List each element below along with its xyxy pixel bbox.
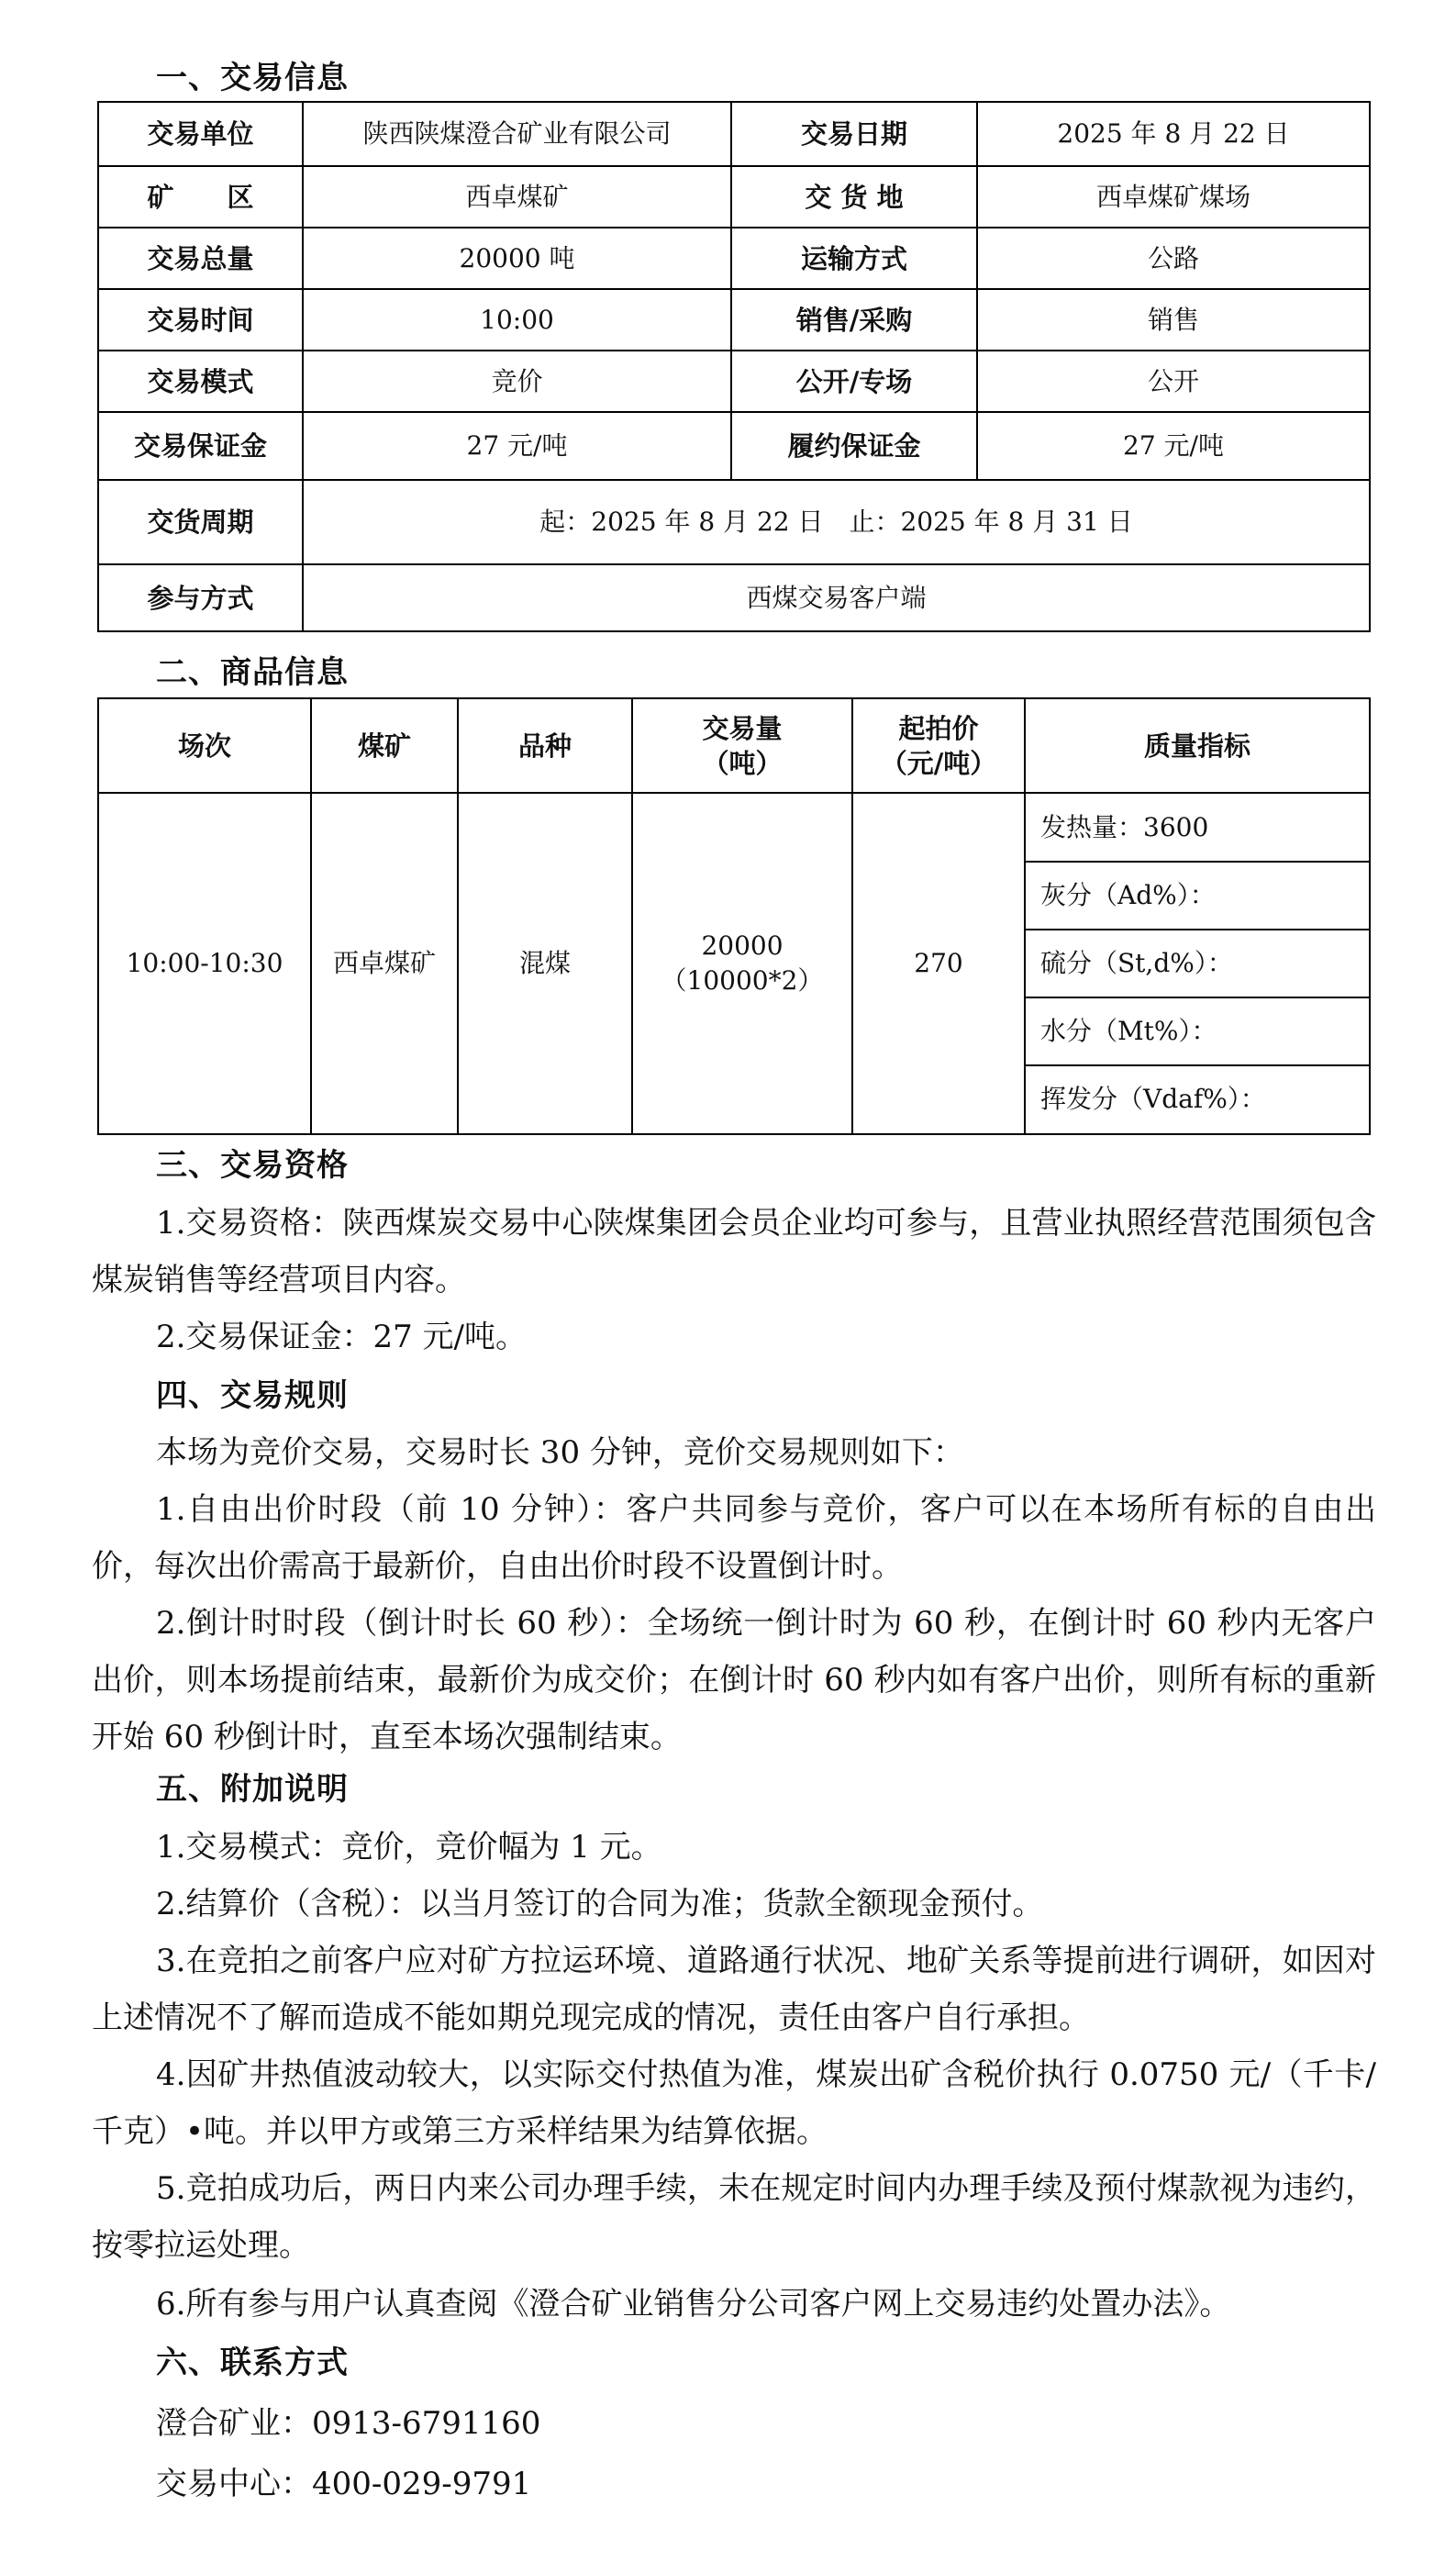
rules-paragraph-2: 2.倒计时时段（倒计时长 60 秒）：全场统一倒计时为 60 秒，在倒计时 60 秒内无客户出价，则本场提前结束，最新价为成交价；在倒计时 60 秒内如有客户出价，则所有标的重新开始 60 秒倒计时，直至本场次强制结束。 [92, 1605, 1376, 1755]
header-price [852, 698, 1025, 793]
section-title-contact: 六、联系方式 [156, 2345, 349, 2381]
performance-deposit-value: 27 元/吨 [977, 412, 1370, 480]
transport-value: 公路 [977, 228, 1370, 289]
mine-value: 西卓煤矿 [311, 793, 458, 1134]
contact-trade-center: 交易中心：400-029-9791 [156, 2466, 532, 2502]
header-volume-line1: 交易量 [702, 712, 783, 744]
section-title-rules: 四、交易规则 [156, 1377, 349, 1414]
volume-value [632, 793, 852, 1134]
quality-indicators [1025, 793, 1370, 1134]
section-title-notes: 五、附加说明 [156, 1771, 349, 1808]
volume-detail: （10000*2） [661, 965, 824, 996]
section-title-qualification: 三、交易资格 [156, 1147, 349, 1184]
trade-deposit-value: 27 元/吨 [303, 412, 731, 480]
variety-value: 混煤 [458, 793, 632, 1134]
notes-paragraph-4: 4.因矿井热值波动较大，以实际交付热值为准，煤炭出矿含税价执行 0.0750 元/（千卡/千克）•吨。并以甲方或第三方采样结果为结算依据。 [92, 2056, 1376, 2150]
header-price-line1: 起拍价 [898, 712, 979, 744]
session-value: 10:00-10:30 [98, 793, 311, 1134]
quality-heat: 发热量：3600 [1026, 795, 1369, 862]
trade-mode-value: 竞价 [303, 351, 731, 412]
header-variety: 品种 [458, 698, 632, 793]
sale-purchase-label: 销售/采购 [731, 289, 977, 351]
notes-paragraph-5: 5.竞拍成功后，两日内来公司办理手续，未在规定时间内办理手续及预付煤款视为违约，按零拉运处理。 [92, 2170, 1376, 2264]
open-special-value: 公开 [977, 351, 1370, 412]
header-mine: 煤矿 [311, 698, 458, 793]
section-title-trade-info: 一、交易信息 [156, 60, 349, 96]
contact-chenghe: 澄合矿业：0913-6791160 [156, 2405, 541, 2442]
qualification-paragraph-2: 2.交易保证金：27 元/吨。 [156, 1319, 527, 1355]
goods-table [97, 697, 1371, 1135]
trade-date-label: 交易日期 [731, 102, 977, 166]
rules-paragraph-1: 1.自由出价时段（前 10 分钟）：客户共同参与竞价，客户可以在本场所有标的自由出价，每次出价需高于最新价，自由出价时段不设置倒计时。 [92, 1491, 1376, 1585]
sale-purchase-value: 销售 [977, 289, 1370, 351]
trade-unit-label: 交易单位 [98, 102, 303, 166]
header-quality: 质量指标 [1025, 698, 1370, 793]
performance-deposit-label: 履约保证金 [731, 412, 977, 480]
trade-mode-label: 交易模式 [98, 351, 303, 412]
header-volume [632, 698, 852, 793]
quality-ash: 灰分（Ad%）： [1026, 862, 1369, 930]
quality-sulfur: 硫分（St,d%）： [1026, 930, 1369, 997]
volume-total: 20000 [701, 930, 784, 961]
open-special-label: 公开/专场 [731, 351, 977, 412]
delivery-period-label: 交货周期 [98, 480, 303, 564]
trade-time-value: 10:00 [303, 289, 731, 351]
notes-paragraph-2: 2.结算价（含税）：以当月签订的合同为准；货款全额现金预付。 [156, 1886, 1044, 1922]
delivery-period-value: 起：2025 年 8 月 22 日 止：2025 年 8 月 31 日 [303, 480, 1370, 564]
trade-info-table [97, 101, 1371, 632]
participation-value: 西煤交易客户端 [303, 564, 1370, 631]
header-session: 场次 [98, 698, 311, 793]
section-title-goods: 二、商品信息 [156, 654, 349, 691]
quality-moisture: 水分（Mt%）： [1026, 997, 1369, 1065]
trade-total-value: 20000 吨 [303, 228, 731, 289]
notes-paragraph-1: 1.交易模式：竞价，竞价幅为 1 元。 [156, 1829, 662, 1866]
mine-area-value: 西卓煤矿 [303, 166, 731, 228]
delivery-place-label: 交 货 地 [731, 166, 977, 228]
rules-intro: 本场为竞价交易，交易时长 30 分钟，竞价交易规则如下： [156, 1434, 964, 1471]
trade-total-label: 交易总量 [98, 228, 303, 289]
header-volume-line2: （吨） [702, 747, 783, 779]
trade-deposit-label: 交易保证金 [98, 412, 303, 480]
trade-date-value: 2025 年 8 月 22 日 [977, 102, 1370, 166]
mine-area-label: 矿 区 [98, 166, 303, 228]
trade-time-label: 交易时间 [98, 289, 303, 351]
delivery-place-value: 西卓煤矿煤场 [977, 166, 1370, 228]
notes-paragraph-3: 3.在竞拍之前客户应对矿方拉运环境、道路通行状况、地矿关系等提前进行调研，如因对上述情况不了解而造成不能如期兑现完成的情况，责任由客户自行承担。 [92, 1943, 1376, 2036]
header-price-line2: （元/吨） [880, 747, 997, 779]
quality-volatile: 挥发分（Vdaf%）： [1040, 1084, 1266, 1114]
start-price-value: 270 [852, 793, 1025, 1134]
qualification-paragraph-1: 1.交易资格：陕西煤炭交易中心陕煤集团会员企业均可参与，且营业执照经营范围须包含煤炭销售等经营项目内容。 [92, 1205, 1376, 1298]
trade-unit-value: 陕西陕煤澄合矿业有限公司 [303, 102, 731, 166]
participation-label: 参与方式 [98, 564, 303, 631]
notes-paragraph-6: 6.所有参与用户认真查阅《澄合矿业销售分公司客户网上交易违约处置办法》。 [156, 2286, 1231, 2323]
transport-label: 运输方式 [731, 228, 977, 289]
